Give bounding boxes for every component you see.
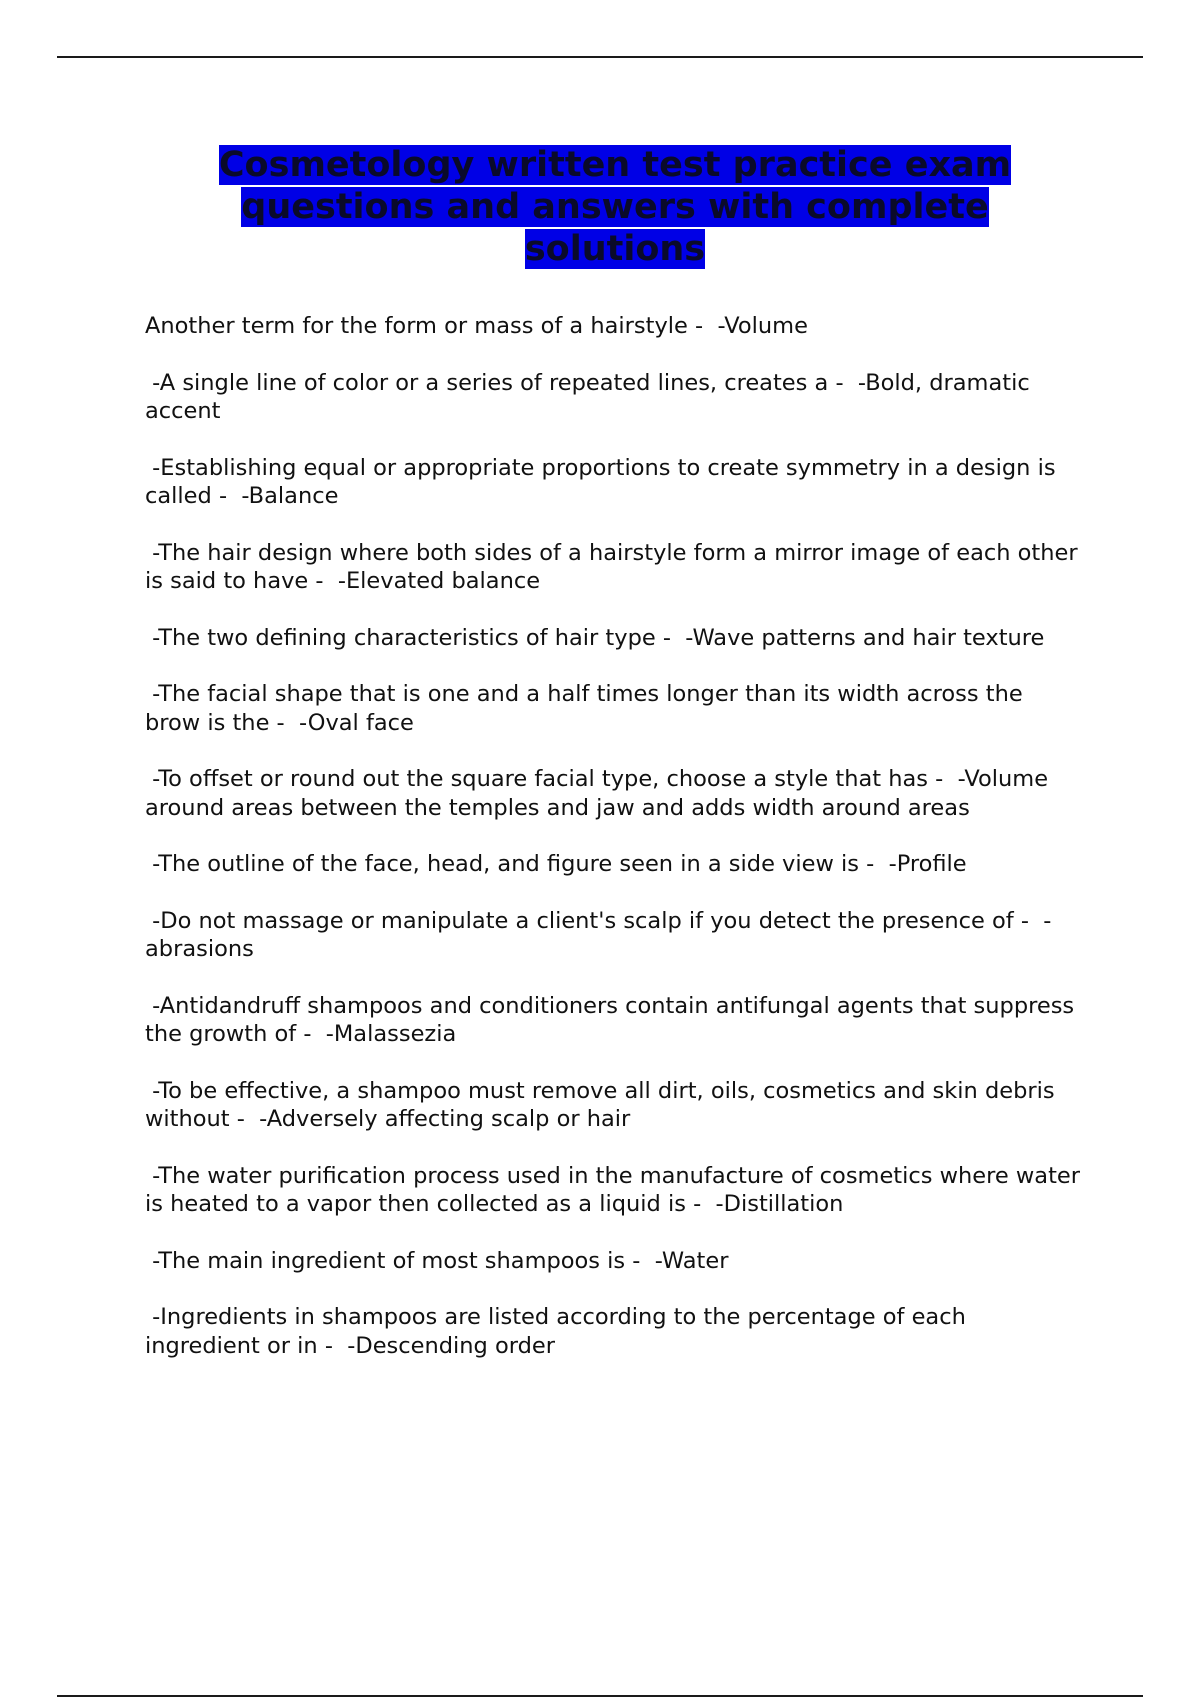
qa-list xyxy=(145,312,1088,1388)
qa-item: -The main ingredient of most shampoos is - -Water xyxy=(145,1247,729,1274)
document-title xyxy=(190,144,1040,270)
qa-item: -To offset or round out the square facial type, choose a style that has - -Volume around areas between the temples and jaw and adds width around areas xyxy=(145,766,1056,821)
qa-item: -The hair design where both sides of a hairstyle form a mirror image of each other is said to have - -Elevated balance xyxy=(145,539,1085,594)
qa-item: -Establishing equal or appropriate proportions to create symmetry in a design is called - -Balance xyxy=(145,454,1063,509)
qa-item: -The outline of the face, head, and figure seen in a side view is - -Profile xyxy=(145,851,967,877)
qa-item: -A single line of color or a series of repeated lines, creates a - -Bold, dramatic accent xyxy=(145,369,1037,424)
title-highlight: Cosmetology written test practice exam questions and answers with complete solutions xyxy=(218,145,1012,269)
qa-item: Another term for the form or mass of a hairstyle - -Volume xyxy=(145,313,808,339)
qa-item: -Antidandruff shampoos and conditioners contain antifungal agents that suppress the growth of - -Malassezia xyxy=(145,992,1082,1047)
bottom-rule xyxy=(57,1695,1143,1697)
qa-item: -The two defining characteristics of hair type - -Wave patterns and hair texture xyxy=(145,624,1045,651)
qa-item: -The facial shape that is one and a half times longer than its width across the brow is the - -Oval face xyxy=(145,681,1030,736)
qa-item: -Ingredients in shampoos are listed according to the percentage of each ingredient or in - -Descending order xyxy=(145,1304,973,1359)
top-rule xyxy=(57,56,1143,58)
qa-item: -Do not massage or manipulate a client's scalp if you detect the presence of - -abrasions xyxy=(145,907,1052,962)
qa-item: -To be effective, a shampoo must remove all dirt, oils, cosmetics and skin debris without - -Adversely affecting scalp or hair xyxy=(145,1077,1062,1132)
qa-item: -The water purification process used in the manufacture of cosmetics where water is heated to a vapor then collected as a liquid is - -Distillation xyxy=(145,1162,1088,1217)
